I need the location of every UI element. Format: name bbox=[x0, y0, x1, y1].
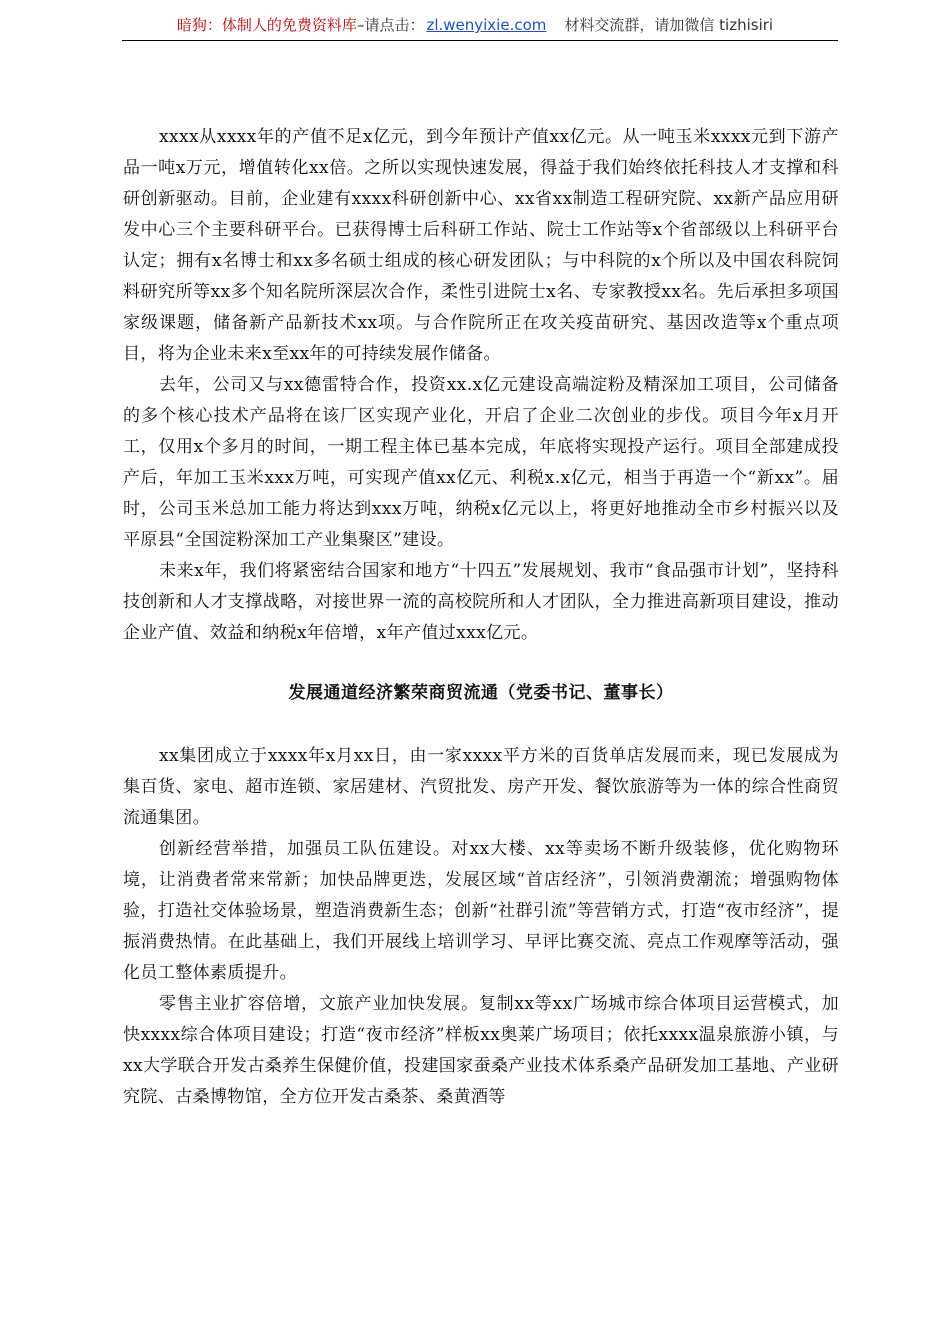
header-link[interactable]: zl.wenyixie.com bbox=[426, 16, 547, 34]
paragraph: 零售主业扩容倍增，文旅产业加快发展。复制xx等xx广场城市综合体项目运营模式，加快xxxx综合体项目建设；打造“夜市经济”样板xx奥莱广场项目；依托xxxx温泉旅游小镇，与xx大学联合开发古桑养生保健价值，投建国家蚕桑产业技术体系桑产品研发加工基地、产业研究院、古桑博物馆，全方位开发古桑茶、桑黄酒等 bbox=[123, 994, 839, 1107]
page-header bbox=[0, 14, 950, 36]
paragraph: xx集团成立于xxxx年x月xx日，由一家xxxx平方米的百货单店发展而来，现已发展成为集百货、家电、超市连锁、家居建材、汽贸批发、房产开发、餐饮旅游等为一体的综合性商贸流通集团。 bbox=[123, 746, 839, 828]
document-body bbox=[123, 122, 839, 1113]
section-heading: 发展通道经济繁荣商贸流通（党委书记、董事长） bbox=[288, 683, 674, 703]
header-brand: 暗狗：体制人的免费资料库 bbox=[176, 16, 357, 34]
header-divider bbox=[122, 40, 838, 41]
paragraph: xxxx从xxxx年的产值不足x亿元，到今年预计产值xx亿元。从一吨玉米xxxx元到下游产品一吨x万元，增值转化xx倍。之所以实现快速发展，得益于我们始终依托科技人才支撑和科研创新驱动。目前，企业建有xxxx科研创新中心、xx省xx制造工程研究院、xx新产品应用研发中心三个主要科研平台。已获得博士后科研工作站、院士工作站等x个省部级以上科研平台认定；拥有x名博士和xx多名硕士组成的核心研发团队；与中科院的x个所以及中国农科院饲料研究所等xx多个知名院所深层次合作，柔性引进院士x名、专家教授xx名。先后承担多项国家级课题，储备新产品新技术xx项。与合作院所正在攻关疫苗研究、基因改造等x个重点项目，将为企业未来x至xx年的可持续发展作储备。 bbox=[123, 127, 839, 364]
paragraph: 创新经营举措，加强员工队伍建设。对xx大楼、xx等卖场不断升级装修，优化购物环境，让消费者常来常新；加快品牌更迭，发展区域“首店经济”，引领消费潮流；增强购物体验，打造社交体验场景，塑造消费新生态；创新“社群引流”等营销方式，打造“夜市经济”，提振消费热情。在此基础上，我们开展线上培训学习、早评比赛交流、亮点工作观摩等活动，强化员工整体素质提升。 bbox=[123, 839, 839, 983]
header-prompt: –请点击： bbox=[356, 16, 425, 34]
paragraph: 去年，公司又与xx德雷特合作，投资xx.x亿元建设高端淀粉及精深加工项目，公司储备的多个核心技术产品将在该厂区实现产业化，开启了企业二次创业的步伐。项目今年x月开工，仅用x个多月的时间，一期工程主体已基本完成，年底将实现投产运行。项目全部建成投产后，年加工玉米xxx万吨，可实现产值xx亿元、利税x.x亿元，相当于再造一个“新xx”。届时，公司玉米总加工能力将达到xxx万吨，纳税x亿元以上，将更好地推动全市乡村振兴以及平原县“全国淀粉深加工产业集聚区”建设。 bbox=[123, 375, 839, 550]
header-note: 材料交流群，请加微信 tizhisiri bbox=[564, 16, 774, 34]
paragraph: 未来x年，我们将紧密结合国家和地方“十四五”发展规划、我市“食品强市计划”，坚持科技创新和人才支撑战略，对接世界一流的高校院所和人才团队，全力推进高新项目建设，推动企业产值、效益和纳税x年倍增，x年产值过xxx亿元。 bbox=[123, 561, 839, 643]
